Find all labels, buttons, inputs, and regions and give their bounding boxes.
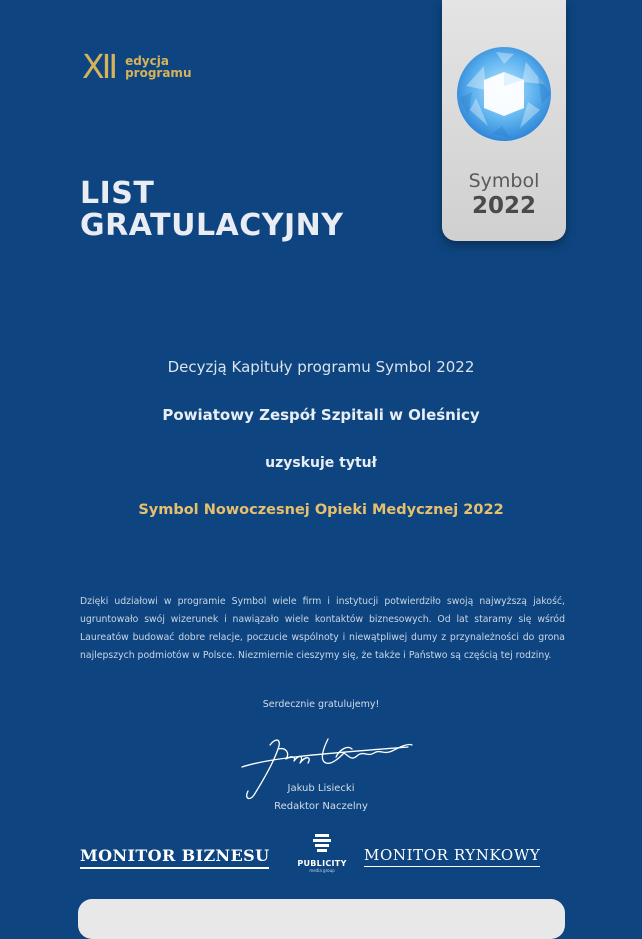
edition-label (125, 55, 191, 79)
monitor-biznesu-logo: MONITOR BIZNESU (80, 846, 269, 869)
edition-mark (82, 47, 192, 86)
award-name: Symbol Nowoczesnej Opieki Medycznej 2022 (138, 502, 504, 518)
page-title (80, 178, 344, 242)
signer-name: Jakub Lisiecki (287, 783, 355, 794)
edition-label-line1: edycja (125, 53, 169, 68)
crystal-emblem-icon (456, 46, 552, 142)
monitor-rynkowy-logo: MONITOR RYNKOWY (364, 846, 540, 867)
greeting-text: Serdecznie gratulujemy! (262, 699, 380, 710)
badge-title: Symbol (468, 170, 540, 192)
page-title-line2: GRATULACYJNY (80, 208, 344, 243)
bottom-card (78, 899, 565, 939)
recipient-name: Powiatowy Zespół Szpitali w Oleśnicy (162, 406, 480, 424)
publicity-logo-text: PUBLICITY (297, 859, 347, 868)
decision-text: Decyzją Kapituły programu Symbol 2022 (167, 358, 475, 376)
publicity-building-icon (311, 832, 333, 854)
badge-year: 2022 (471, 193, 536, 219)
edition-label-line2: programu (125, 65, 192, 80)
publicity-logo (296, 832, 348, 873)
page-title-line1: LIST (80, 176, 155, 211)
receives-title-text: uzyskuje tytuł (265, 455, 377, 471)
edition-number: XII (82, 47, 116, 86)
congratulation-paragraph: Dzięki udziałowi w programie Symbol wiele firm i instytucji potwierdziło swoją najwyższą jakość, ugruntowało swój wizerunek i nawiązało wiele kontaktów biznesowych. Od lat staramy się wśród Laureatów budować dobre relacje, poczucie wspólnoty i niewątpliwej dumy z przynależności do grona najlepszych podmiotów w Polsce. Niezmiernie cieszymy się, że także i Państwo są częścią tej rodziny. (80, 596, 565, 661)
publicity-logo-subtext: media group (309, 868, 335, 873)
symbol-badge (442, 0, 566, 241)
signer-role: Redaktor Naczelny (274, 801, 368, 812)
